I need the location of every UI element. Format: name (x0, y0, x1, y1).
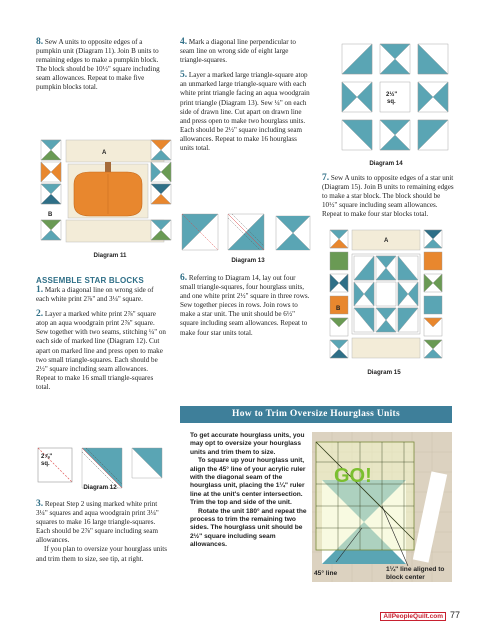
diagram-13-caption: Diagram 13 (231, 257, 265, 264)
steps-1-2 (36, 286, 168, 392)
callout-center-line: 1¼" line aligned to block center (386, 566, 445, 581)
step-3-tip: If you plan to oversize your hourglass units and trim them to size, see tip, at right. (36, 545, 168, 563)
label-b: B (336, 306, 341, 312)
page-number: 77 (449, 610, 460, 620)
ruler-logo: GO! (334, 465, 372, 487)
size-label-sq: sq. (387, 99, 396, 105)
size-label: 2½" (386, 92, 398, 98)
step-text: Repeat Step 2 using marked white print 3¼" squares and aqua woodgrain print 3¼" squares to make 16 large triangle-squares. Each should be 2⅞" square including seam allowances. (36, 500, 159, 545)
diagram-14-caption: Diagram 14 (369, 160, 403, 167)
step-text: Mark a diagonal line on wrong side of each white print 2⅞" and 3¼" square. (36, 286, 154, 304)
diagram-15-star-block (326, 226, 446, 366)
steps-4-5 (180, 38, 312, 153)
step-text: Sew A units to opposite edges of a star unit (Diagram 15). Join B units to remaining edges to make a star block. The block should be 10½" square including seam allowances. Repeat to make four star blocks total. (322, 174, 454, 219)
step-number: 6. (180, 273, 188, 283)
diagram-13-hourglass-units (180, 212, 320, 254)
step-text: Sew A units to opposite edges of a pumpkin unit (Diagram 11). Join B units to remaining edges to make a pumpkin block. The block should be 10½" square including seam allowances. Repeat to make five pumpkin blocks total. (36, 38, 160, 92)
trim-para-2: To square up your hourglass unit, align the 45° line of your acrylic ruler with the diagonal seam of the hourglass unit, placing the 1¼" ruler line at the unit's center intersection. Trim the top and side of the unit. (190, 457, 306, 507)
step-7 (322, 174, 454, 219)
size-label: 2⅞" (41, 454, 53, 460)
callout-45-line: 45° line (314, 570, 338, 577)
diagram-11-caption: Diagram 11 (93, 252, 127, 259)
label-a: A (102, 150, 107, 156)
assemble-star-blocks-heading: ASSEMBLE STAR BLOCKS (36, 276, 144, 285)
trim-tip-text (190, 432, 308, 550)
label-b: B (48, 212, 53, 218)
size-label-sq: sq. (41, 461, 50, 467)
label-a: A (384, 238, 389, 244)
step-number: 5. (180, 70, 188, 81)
step-number: 2. (36, 309, 44, 320)
trim-tip-title-bar: How to Trim Oversize Hourglass Units (180, 406, 452, 423)
step-text: Layer a marked large triangle-square atop an unmarked large triangle-square with each white print triangle facing an aqua woodgrain print triangle (Diagram 13). Sew ¼" on each side of drawn line. Cut apart on drawn line and press open to make two hourglass units. Each should be 2½" square including seam allowances. Repeat to make 16 hourglass units total. (180, 71, 310, 153)
diagram-15-caption: Diagram 15 (367, 369, 401, 376)
step-number: 7. (322, 173, 330, 183)
step-number: 1. (36, 285, 44, 295)
footer (380, 610, 460, 620)
step-text: Referring to Diagram 14, lay out four small triangle-squares, four hourglass units, and one white print 2½" square in three rows. Sew together pieces in rows. Join rows to make a star unit. The unit should be 6½" square including seam allowances. Repeat to make four star units total. (180, 274, 310, 337)
step-text: Layer a marked white print 2⅞" square atop an aqua woodgrain print 2⅞" square. Sew together with two seams, stitching ¼" on each side of marked line (Diagram 12). Cut apart on marked line and press open to make two small triangle-squares. Each should be 2½" square including seam allowances. Repeat to make 16 small triangle-squares total. (36, 310, 166, 391)
diagram-12-caption: Diagram 12 (83, 484, 117, 491)
diagram-11-pumpkin-block (36, 132, 176, 250)
trim-photo-ruler (312, 432, 452, 582)
step-number: 3. (36, 499, 44, 509)
step-3 (36, 500, 168, 564)
step-6 (180, 274, 312, 338)
trim-para-3: Rotate the unit 180° and repeat the process to trim the remaining two sides. The hourglass unit should be 2½" square including seam allowances. (190, 507, 307, 549)
step-number: 8. (36, 37, 44, 47)
step-text: Mark a diagonal line perpendicular to seam line on wrong side of eight large triangle-squares. (180, 38, 296, 65)
site-link[interactable]: AllPeopleQuilt.com (380, 612, 446, 621)
trim-para-1: To get accurate hourglass units, you may opt to oversize your hourglass units and trim them to size. (190, 432, 305, 456)
step-number: 4. (180, 37, 188, 47)
step-8 (36, 38, 166, 93)
diagram-14-star-unit (340, 42, 452, 154)
